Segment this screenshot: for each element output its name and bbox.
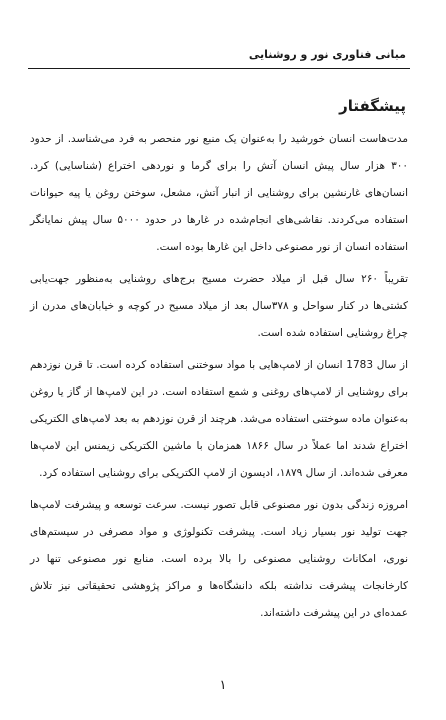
running-header-title: مبانی فناوری نور و روشنایی bbox=[248, 48, 406, 61]
paragraph-2: تقریباً ۲۶۰ سال قبل از میلاد حضرت مسیح برج‌های روشنایی به‌منظور جهت‌یابی کشتی‌ها در کنار سواحل و ۳۷۸سال بعد از میلاد مسیح در کوچه و خیابان‌های مدرن از چراغ روشنایی استفاده شده است. bbox=[30, 273, 409, 339]
body-text bbox=[30, 126, 408, 632]
paragraph-3: از سال 1783 انسان از لامپ‌هایی با مواد سوختنی استفاده کرده است. تا قرن نوزدهم برای روشنایی از لامپ‌های روغنی و شمع استفاده است. در این لامپ‌ها از گاز یا روغن به‌عنوان ماده سوختنی استفاده می‌شد. هرچند از قرن نوزدهم به بعد لامپ‌های الکتریکی اختراع شدند اما عملاً در سال ۱۸۶۶ همزمان با ماشین الکتریکی زیمنس این لامپ‌ها معرفی شده‌اند. از سال ۱۸۷۹، ادیسون از لامپ الکتریکی برای روشنایی استفاده کرد. bbox=[30, 359, 408, 479]
page-number: ۱ bbox=[219, 678, 227, 693]
paragraph-1: مدت‌هاست انسان خورشید را به‌عنوان یک منبع نور منحصر به فرد می‌شناسد. از حدود ۳۰۰ هزار سال پیش انسان آتش را برای گرما و نوردهی اختراع (شناسایی) کرد. انسان‌های غارنشین برای روشنایی از انبار آتش، مشعل، سوختن روغن یا پیه حیوانات استفاده می‌کردند. نقاشی‌های انجام‌شده در غارها در حدود ۵۰۰۰ سال پیش نمایانگر استفاده انسان از نور مصنوعی داخل این غارها بوده است. bbox=[30, 133, 408, 253]
paragraph-4: امروزه زندگی بدون نور مصنوعی قابل تصور نیست. سرعت توسعه و پیشرفت لامپ‌ها جهت تولید نور بسیار زیاد است. پیشرفت تکنولوژی و مواد مصرفی در سیستم‌های نوری، امکانات روشنایی مصنوعی را بالا برده است. منابع نور مصنوعی تنها در کارخانجات پیشرفت نداشته بلکه دانشگاه‌ها و مراکز پژوهشی تحقیقاتی نیز تلاش عمده‌ای در این پیشرفت داشته‌اند. bbox=[30, 499, 408, 619]
header-divider bbox=[28, 68, 410, 69]
section-heading: پیشگفتار bbox=[339, 97, 406, 115]
